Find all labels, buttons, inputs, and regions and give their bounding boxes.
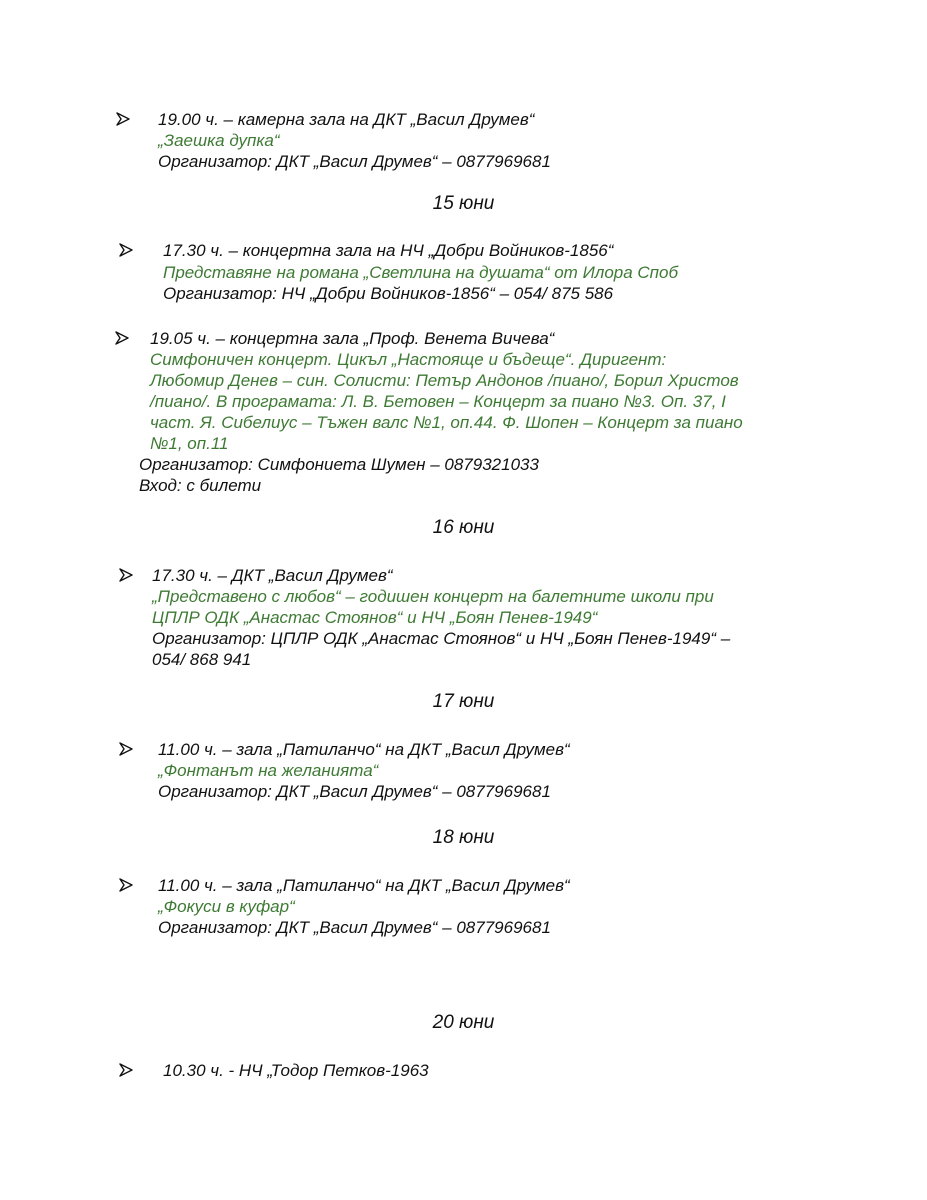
event-description-line: Любомир Денев – син. Солисти: Петър Андонов /пиано/, Борил Христов xyxy=(150,371,739,390)
event-title: Представяне на романа „Светлина на душата“ от Илора Споб xyxy=(163,263,679,282)
event-time-line: 17.30 ч. – ДКТ „Васил Друмев“ xyxy=(152,566,393,585)
event-organizer-line: 054/ 868 941 xyxy=(152,650,252,669)
event-title: „Фокуси в куфар“ xyxy=(158,897,295,916)
event-organizer: Организатор: ДКТ „Васил Друмев“ – 0877969681 xyxy=(158,918,551,937)
event-time-line: 19.00 ч. – камерна зала на ДКТ „Васил Друмев“ xyxy=(158,110,535,129)
event-entry: Вход: с билети xyxy=(139,476,262,495)
event-time-line: 19.05 ч. – концертна зала „Проф. Венета Вичева“ xyxy=(150,329,555,348)
event-organizer: Организатор: НЧ „Добри Войников-1856“ – 054/ 875 586 xyxy=(163,284,614,303)
event-time-line: 17.30 ч. – концертна зала на НЧ „Добри Войников-1856“ xyxy=(163,241,614,260)
event-time-line: 11.00 ч. – зала „Патиланчо“ на ДКТ „Васил Друмев“ xyxy=(158,740,570,759)
date-heading: 17 юни xyxy=(432,691,495,712)
event-time-line: 10.30 ч. - НЧ „Тодор Петков-1963 xyxy=(163,1061,429,1080)
arrowhead-bullet-icon xyxy=(119,742,133,756)
event-time-line: 11.00 ч. – зала „Патиланчо“ на ДКТ „Васил Друмев“ xyxy=(158,876,570,895)
event-description-line: „Представено с любов“ – годишен концерт на балетните школи при xyxy=(152,587,714,606)
event-description-line: част. Я. Сибелиус – Тъжен валс №1, оп.44. Ф. Шопен – Концерт за пиано xyxy=(150,413,743,432)
event-organizer-line: Организатор: ЦПЛР ОДК „Анастас Стоянов“ и НЧ „Боян Пенев-1949“ – xyxy=(152,629,731,648)
event-organizer: Организатор: Симфониета Шумен – 0879321033 xyxy=(139,455,539,474)
arrowhead-bullet-icon xyxy=(119,243,133,257)
date-heading: 20 юни xyxy=(432,1012,495,1033)
event-description-line: №1, оп.11 xyxy=(150,434,229,453)
arrowhead-bullet-icon xyxy=(119,878,133,892)
event-title: „Заешка дупка“ xyxy=(158,131,280,150)
date-heading: 18 юни xyxy=(432,827,495,848)
event-description-line: Симфоничен концерт. Цикъл „Настояще и бъдеще“. Диригент: xyxy=(150,350,667,369)
date-heading: 16 юни xyxy=(432,517,495,538)
arrowhead-bullet-icon xyxy=(116,112,130,126)
event-organizer: Организатор: ДКТ „Васил Друмев“ – 0877969681 xyxy=(158,782,551,801)
event-title: „Фонтанът на желанията“ xyxy=(158,761,379,780)
arrowhead-bullet-icon xyxy=(119,568,133,582)
event-description-line: /пиано/. В програмата: Л. В. Бетовен – Концерт за пиано №3. Оп. 37, I xyxy=(150,392,726,411)
event-organizer: Организатор: ДКТ „Васил Друмев“ – 0877969681 xyxy=(158,152,551,171)
event-description-line: ЦПЛР ОДК „Анастас Стоянов“ и НЧ „Боян Пенев-1949“ xyxy=(152,608,598,627)
arrowhead-bullet-icon xyxy=(115,331,129,345)
date-heading: 15 юни xyxy=(432,193,495,214)
arrowhead-bullet-icon xyxy=(119,1063,133,1077)
